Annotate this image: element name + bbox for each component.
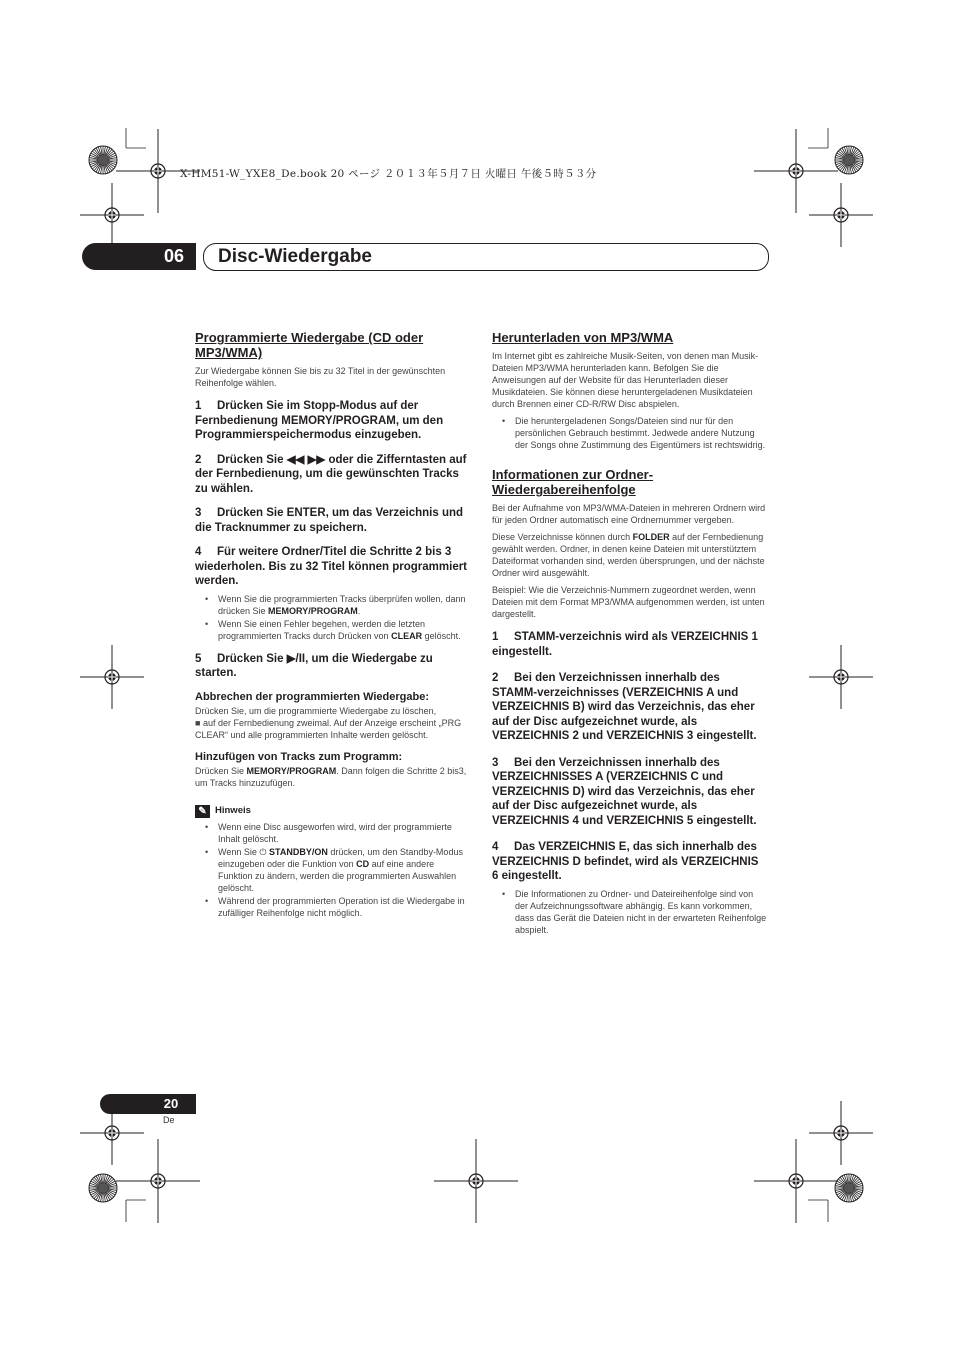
hint-list — [195, 821, 471, 919]
list-item: • Wenn Sie einen Fehler begehen, werden die letzten programmierten Tracks durch Drücken von CLEAR gelöscht. — [218, 618, 471, 642]
power-icon: ⏻ — [259, 846, 267, 857]
pencil-icon: ✎ — [195, 805, 210, 818]
hint-heading: ✎ Hinweis — [195, 805, 471, 818]
step-3: 3 Drücken Sie ENTER, um das Verzeichnis und die Tracknummer zu speichern. — [195, 507, 464, 534]
chapter-number: 06 — [163, 246, 185, 266]
intro-text: Zur Wiedergabe können Sie bis zu 32 Titel in der gewünschten Reihenfolge wählen. — [195, 366, 446, 388]
folder-text-1: Bei der Aufnahme von MP3/WMA-Dateien in mehreren Ordnern wird für jeden Ordner automatisch eine Ordnernummer vergeben. — [492, 503, 766, 525]
download-bullets — [492, 415, 768, 451]
right-column — [492, 330, 768, 940]
page-number: 20 — [163, 1096, 179, 1111]
step-4: 4 Für weitere Ordner/Titel die Schritte 2 bis 3 wiederholen. Bis zu 32 Titel können programmiert werden. — [195, 546, 468, 587]
section-heading-folder-order: Informationen zur Ordner-Wiedergabereihenfolge — [492, 467, 654, 497]
folder-bullets — [492, 888, 768, 936]
folder-step-4: 4 Das VERZEICHNIS E, das sich innerhalb des VERZEICHNIS D befindet, wird als VERZEICHNIS 6 eingestellt. — [492, 841, 759, 882]
cancel-heading: Abbrechen der programmierten Wiedergabe: — [195, 690, 430, 703]
page-language: De — [163, 1115, 175, 1125]
cancel-text: Drücken Sie, um die programmierte Wiedergabe zu löschen, ■ auf der Fernbedienung zweimal. Auf der Anzeige erscheint „PRG CLEAR“ und alle programmierten Inhalte werden gelöscht. — [195, 705, 462, 740]
step-2: 2 Drücken Sie ◀◀ ▶▶ oder die Zifferntasten auf der Fernbedienung, um die gewünschten Tracks zu wählen. — [195, 453, 467, 495]
folder-text-3: Beispiel: Wie die Verzeichnis-Nummern zugeordnet werden, wenn Dateien mit dem Format MP3/WMA aufgenommen werden, ist unten dargestellt. — [492, 585, 765, 619]
folder-step-3: 3 Bei den Verzeichnissen innerhalb des VERZEICHNISSES A (VERZEICHNIS C und VERZEICHNIS D) wird das Verzeichnis, das eher auf der Disc aufgezeichnet wurde, als VERZEICHNIS 4 und VERZEICHNIS 5 eingestellt. — [492, 756, 757, 827]
list-item: • Die heruntergeladenen Songs/Dateien sind nur für den persönlichen Gebrauch bestimmt. Jedwede andere Nutzung der Songs ohne Zustimmung des Eigentümers ist rechtswidrig. — [515, 415, 768, 451]
list-item: • Wenn Sie ⏻ STANDBY/ON drücken, um den Standby-Modus einzugeben oder die Funktion von CD auf eine andere Funktion zu ändern, werden die programmierten Auswahlen gelöscht. — [218, 846, 471, 894]
add-tracks-heading: Hinzufügen von Tracks zum Programm: — [195, 750, 403, 763]
download-text: Im Internet gibt es zahlreiche Musik-Seiten, von denen man Musik-Dateien MP3/WMA herunterladen kann. Befolgen Sie die Anweisungen auf der Website für das Herunterladen dieser Musikdateien. Sie können diese heruntergeladenen Musikdateien durch Brennen einer CD-R/RW Disc abspielen. — [492, 351, 759, 409]
chapter-title: Disc-Wiedergabe — [218, 246, 372, 267]
list-item: • Wenn eine Disc ausgeworfen wird, wird der programmierte Inhalt gelöscht. — [218, 821, 471, 845]
left-column — [195, 330, 471, 923]
print-info-line: X-HM51-W_YXE8_De.book 20 ページ ２０１３年５月７日 火曜日 午後５時５３分 — [180, 168, 597, 180]
folder-step-2: 2 Bei den Verzeichnissen innerhalb des STAMM-verzeichnisses (VERZEICHNIS A und VERZEICHNIS B) wird das Verzeichnis, das eher auf der Disc aufgezeichnet wurde, als VERZEICHNIS 2 und VERZEICHNIS 3 eingestellt. — [492, 672, 757, 742]
list-item: • Während der programmierten Operation ist die Wiedergabe in zufälliger Reihenfolge nicht möglich. — [218, 895, 471, 919]
play-pause-icon: ▶/II — [286, 652, 306, 665]
folder-step-1: 1 STAMM-verzeichnis wird als VERZEICHNIS 1 eingestellt. — [492, 631, 758, 658]
list-item: • Die Informationen zu Ordner- und Dateireihenfolge sind von der Aufzeichnungssoftware abhängig. Es kann vorkommen, dass das Gerät die Dateien nicht in der erwarteten Reihenfolge abspielt. — [515, 888, 768, 936]
step-5: 5 Drücken Sie ▶/II, um die Wiedergabe zu starten. — [195, 652, 433, 679]
folder-text-2: Diese Verzeichnisse können durch FOLDER auf der Fernbedienung gewählt werden. Ordner, in denen keine Dateien mit unterstütztem Dateiformat vorhanden sind, werden übersprungen, und der nächste Ordner wird ausgewählt. — [492, 532, 765, 578]
skip-buttons-icon: ◀◀ ▶▶ — [286, 453, 326, 466]
step-4-bullets — [195, 593, 471, 642]
step-1: 1 Drücken Sie im Stopp-Modus auf der Fernbedienung MEMORY/PROGRAM, um den Programmierspeichermodus einzugeben. — [195, 400, 444, 441]
add-tracks-text: Drücken Sie MEMORY/PROGRAM. Dann folgen die Schritte 2 bis3, um Tracks hinzuzufügen. — [195, 765, 467, 788]
list-item: • Wenn Sie die programmierten Tracks überprüfen wollen, dann drücken Sie MEMORY/PROGRAM. — [218, 593, 471, 617]
section-heading-download: Herunterladen von MP3/WMA — [492, 330, 674, 345]
section-heading-programmed-playback: Programmierte Wiedergabe (CD oder MP3/WMA) — [195, 330, 424, 360]
stop-icon: ■ — [195, 717, 201, 728]
